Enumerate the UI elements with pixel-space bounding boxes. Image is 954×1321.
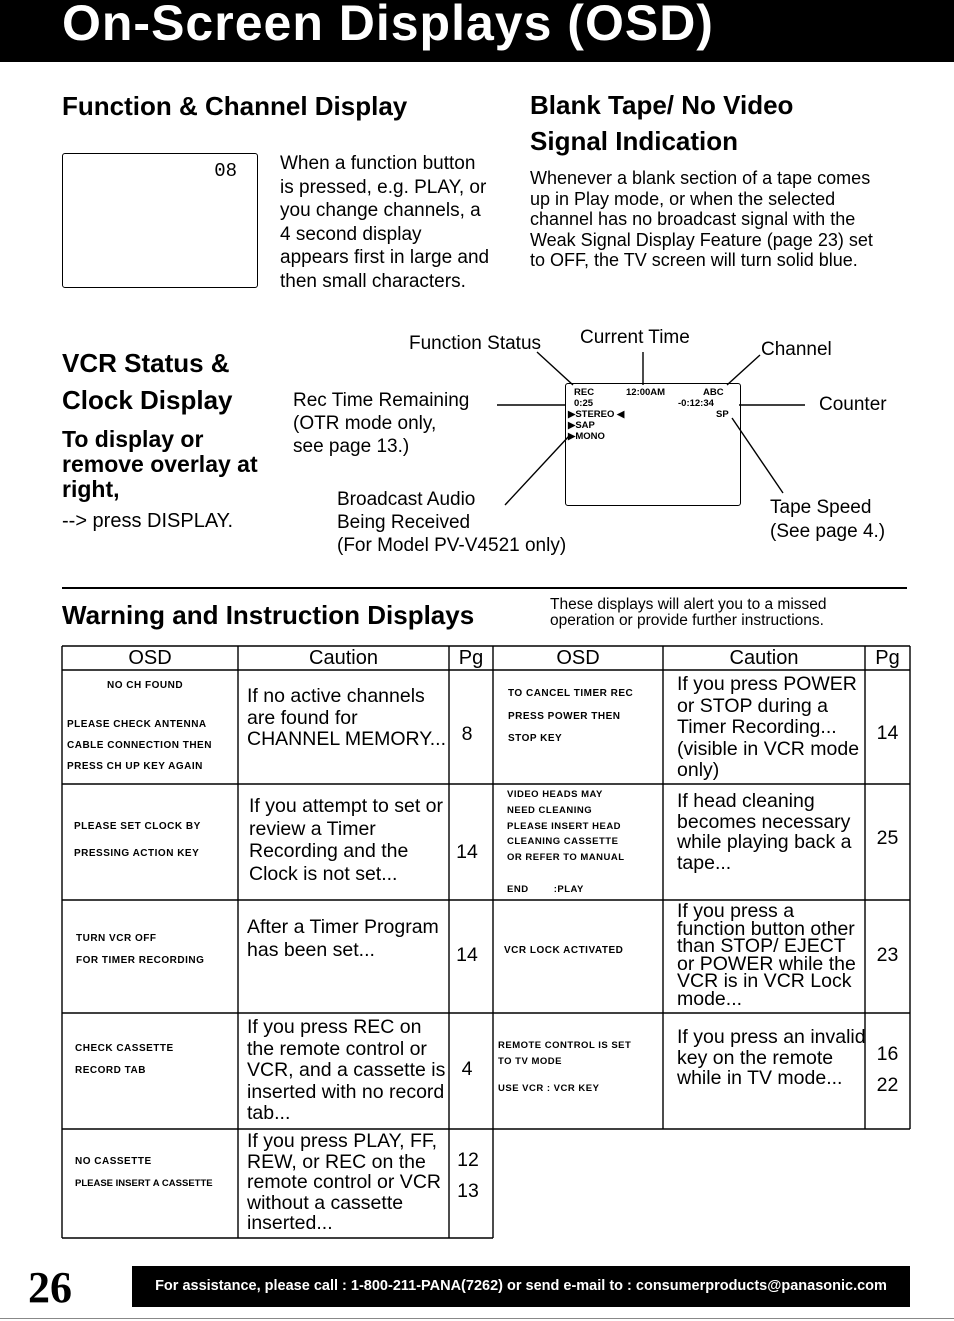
- osd-use-vcr-key: USE VCR : VCR KEY: [498, 1083, 600, 1094]
- blank-tape-heading-line2: Signal Indication: [530, 126, 739, 156]
- osd-stereo: STEREO: [575, 409, 615, 420]
- label-rec-time-line2: (OTR mode only,: [293, 413, 437, 434]
- audio-marker-icon: ▶: [568, 409, 576, 420]
- osd-press-power: PRESS POWER THEN: [508, 711, 621, 722]
- osd-video-heads: VIDEO HEADS MAY: [507, 789, 603, 800]
- osd-stop-key: STOP KEY: [508, 733, 563, 744]
- stereo-arrow-icon: ◀: [617, 409, 625, 420]
- mono-marker-icon: ▶: [568, 431, 576, 442]
- page-number: 26: [28, 1263, 72, 1312]
- warning-note-line2: operation or provide further instructions.: [550, 612, 824, 629]
- warning-note-line1: These displays will alert you to a missed: [550, 596, 827, 613]
- assistance-text: For assistance, please call : 1-800-211-PANA(7262) or send e-mail to : consumerproducts@panasonic.com: [155, 1278, 887, 1294]
- osd-channel: ABC: [703, 387, 724, 398]
- pg-timer-set: 14: [456, 944, 478, 966]
- vcr-status-heading-line1: VCR Status &: [62, 348, 230, 378]
- pg-power-during-timer: 14: [876, 722, 899, 744]
- caution-no-record-tab: If you press REC on the remote control or VCR, and a cassette is inserted with no record tab...: [247, 1016, 446, 1124]
- osd-to-tv-mode: TO TV MODE: [498, 1056, 562, 1067]
- label-function-status: Function Status: [409, 333, 542, 354]
- caution-invalid-key: If you press an invalid key on the remote while in TV mode...: [677, 1026, 866, 1089]
- pg-no-channels: 8: [461, 723, 473, 745]
- sap-marker-icon: ▶: [568, 420, 576, 431]
- channel-number: 08: [214, 160, 237, 182]
- header-osd-right: OSD: [556, 647, 600, 669]
- label-tape-speed-line1: Tape Speed: [770, 497, 872, 518]
- label-broadcast-line2: Being Received: [337, 512, 471, 533]
- pg-invalid-key-1: 16: [876, 1043, 899, 1065]
- osd-need-cleaning: NEED CLEANING: [507, 805, 593, 816]
- osd-mono: MONO: [575, 431, 605, 442]
- osd-no-ch-found: NO CH FOUND: [107, 680, 184, 691]
- caution-no-channels: If no active channels are found for CHANNEL MEMORY...: [247, 685, 447, 750]
- pg-clock-not-set: 14: [456, 841, 478, 863]
- osd-no-cassette: NO CASSETTE: [75, 1156, 152, 1167]
- pg-vcr-lock: 23: [876, 944, 899, 966]
- osd-vcr-lock: VCR LOCK ACTIVATED: [504, 945, 624, 956]
- footer-bar: [132, 1266, 910, 1307]
- osd-check-cassette: CHECK CASSETTE: [75, 1043, 174, 1054]
- vcr-status-heading-line2: Clock Display: [62, 385, 233, 415]
- function-channel-heading: Function & Channel Display: [62, 91, 408, 121]
- bottom-rule: [0, 1318, 954, 1319]
- osd-rec-indicator: REC: [574, 387, 595, 398]
- osd-time-remaining: 0:25: [574, 398, 594, 409]
- caution-head-cleaning: If head cleaning becomes necessary while playing back a tape...: [677, 790, 852, 874]
- osd-tape-speed: SP: [716, 409, 729, 420]
- osd-set-clock: PLEASE SET CLOCK BY: [74, 821, 201, 832]
- osd-counter: -0:12:34: [678, 398, 714, 409]
- caution-timer-set: After a Timer Program has been set...: [247, 916, 439, 961]
- press-display-instruction: --> press DISPLAY.: [62, 510, 233, 532]
- label-broadcast-line3: (For Model PV-V4521 only): [337, 535, 567, 556]
- pg-no-cassette-2: 13: [457, 1180, 479, 1202]
- osd-record-tab: RECORD TAB: [75, 1065, 146, 1076]
- label-broadcast-line1: Broadcast Audio: [337, 489, 476, 510]
- header-caution-right: Caution: [729, 647, 799, 669]
- pg-invalid-key-2: 22: [876, 1074, 899, 1096]
- header-pg-left: Pg: [458, 647, 484, 669]
- caution-power-during-timer: If you press POWER or STOP during a Timer Recording... (visible in VCR mode only): [677, 673, 860, 781]
- pg-no-record-tab: 4: [461, 1058, 473, 1080]
- caution-clock-not-set: If you attempt to set or review a Timer Recording and the Clock is not set...: [249, 795, 444, 885]
- osd-timer-recording: FOR TIMER RECORDING: [76, 955, 205, 966]
- page-title: On-Screen Displays (OSD): [62, 0, 714, 51]
- function-channel-description: When a function button is pressed, e.g. PLAY, or you change channels, a 4 second display appears first in large and then small characters.: [280, 153, 490, 292]
- osd-cable-connection: CABLE CONNECTION THEN: [67, 740, 212, 751]
- osd-insert-cassette: PLEASE INSERT A CASSETTE: [75, 1178, 213, 1189]
- blank-tape-description: Whenever a blank section of a tape comes up in Play mode, or when the selected channel has no broadcast signal with the Weak Signal Display Feature (page 23) set to OFF, the TV screen will turn solid blue.: [530, 168, 873, 270]
- osd-end-play: END :PLAY: [507, 884, 584, 895]
- label-channel: Channel: [761, 339, 832, 360]
- pg-head-cleaning: 25: [876, 827, 899, 849]
- osd-refer-manual: OR REFER TO MANUAL: [507, 852, 625, 863]
- label-tape-speed-line2: (See page 4.): [770, 521, 886, 542]
- pg-no-cassette-1: 12: [457, 1149, 479, 1171]
- caution-vcr-lock: If you press a function button other than STOP/ EJECT or POWER while the VCR is in VCR Lock mode...: [677, 900, 856, 1010]
- header-caution-left: Caution: [309, 647, 378, 669]
- warning-heading: Warning and Instruction Displays: [62, 600, 475, 630]
- overlay-instruction-heading: To display or remove overlay at right,: [62, 426, 258, 502]
- osd-pressing-action: PRESSING ACTION KEY: [74, 848, 200, 859]
- osd-turn-vcr-off: TURN VCR OFF: [76, 933, 157, 944]
- header-pg-right: Pg: [875, 647, 900, 669]
- osd-insert-head: PLEASE INSERT HEAD: [507, 821, 622, 832]
- blank-tape-heading-line1: Blank Tape/ No Video: [530, 90, 794, 120]
- osd-cleaning-cassette: CLEANING CASSETTE: [507, 836, 619, 847]
- osd-clock: 12:00AM: [626, 387, 666, 398]
- osd-remote-tv-mode: REMOTE CONTROL IS SET: [498, 1040, 632, 1051]
- caution-no-cassette: If you press PLAY, FF, REW, or REC on the remote control or VCR without a cassette inserted...: [247, 1130, 441, 1234]
- osd-check-antenna: PLEASE CHECK ANTENNA: [67, 719, 207, 730]
- header-osd-left: OSD: [128, 647, 172, 669]
- label-rec-time-line3: see page 13.): [293, 436, 410, 457]
- osd-press-ch-up: PRESS CH UP KEY AGAIN: [67, 761, 203, 772]
- osd-cancel-timer: TO CANCEL TIMER REC: [508, 688, 634, 699]
- label-rec-time-line1: Rec Time Remaining: [293, 390, 470, 411]
- osd-sap: SAP: [575, 420, 595, 431]
- label-current-time: Current Time: [580, 327, 690, 348]
- label-counter: Counter: [819, 394, 887, 415]
